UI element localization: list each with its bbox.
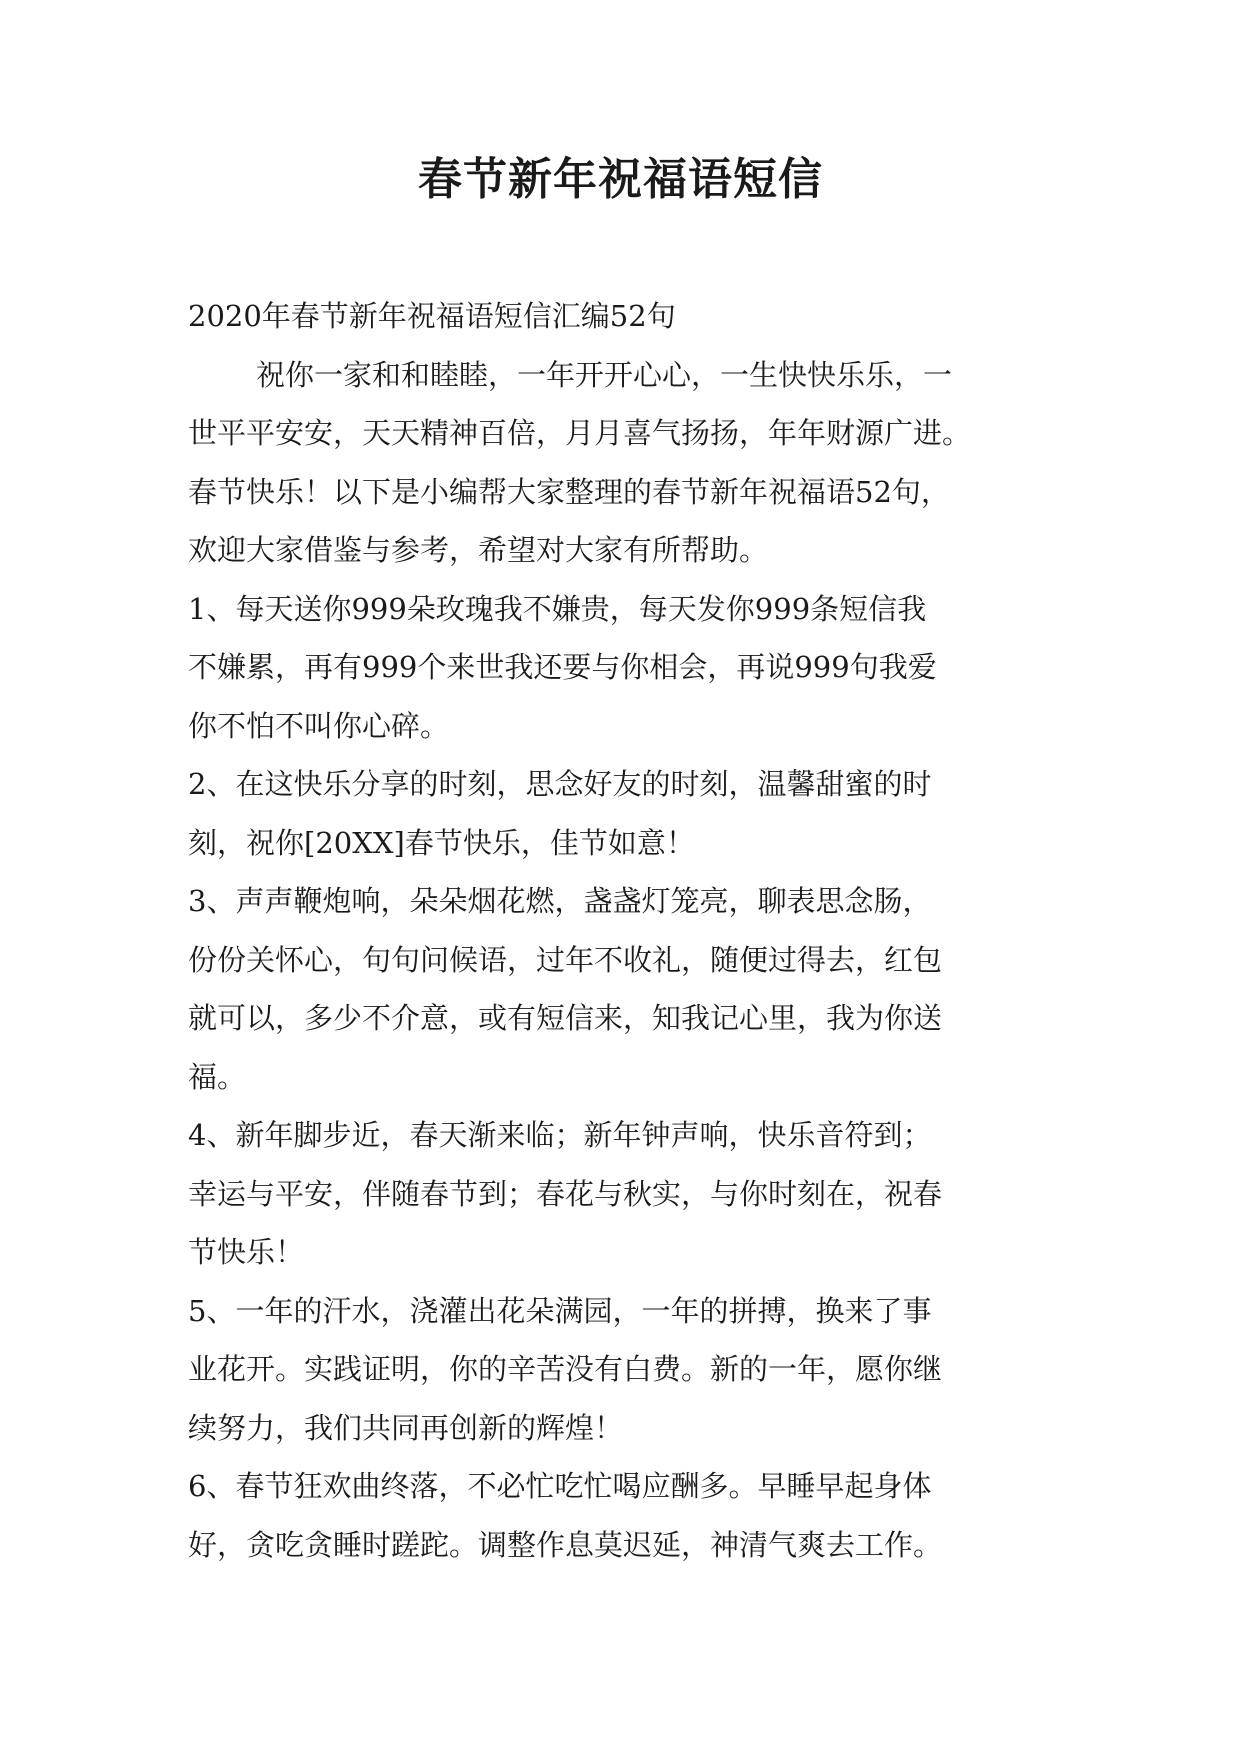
paragraph-line: 2、在这快乐分享的时刻，思念好友的时刻，温馨甜蜜的时 — [188, 767, 932, 801]
paragraph-line: 续努力，我们共同再创新的辉煌！ — [188, 1410, 624, 1445]
paragraph-line: 份份关怀心，句句问候语，过年不收礼，随便过得去，红包 — [188, 942, 943, 977]
paragraph-line: 祝你一家和和睦睦，一年开开心心，一生快快乐乐，一 — [256, 357, 953, 392]
paragraph-line: 节快乐！ — [188, 1235, 305, 1269]
subtitle-line: 2020年春节新年祝福语短信汇编52句 — [188, 299, 676, 333]
document-body — [188, 287, 1068, 1574]
paragraph-line: 就可以，多少不介意，或有短信来，知我记心里，我为你送 — [188, 1001, 943, 1035]
paragraph-line: 4、新年脚步近，春天渐来临；新年钟声响，快乐音符到； — [188, 1118, 932, 1152]
paragraph-line: 欢迎大家借鉴与参考，希望对大家有所帮助。 — [188, 533, 769, 567]
paragraph-line: 世平平安安，天天精神百倍，月月喜气扬扬，年年财源广进。 — [188, 416, 972, 450]
paragraph-line: 福。 — [188, 1059, 247, 1094]
paragraph-line: 业花开。实践证明，你的辛苦没有白费。新的一年，愿你继 — [188, 1352, 943, 1386]
paragraph-line: 1、每天送你999朵玫瑰我不嫌贵，每天发你999条短信我 — [188, 591, 927, 626]
paragraph-line: 好，贪吃贪睡时蹉跎。调整作息莫迟延，神清气爽去工作。 — [188, 1527, 943, 1562]
paragraph-line: 幸运与平安，伴随春节到；春花与秋实，与你时刻在，祝春 — [188, 1176, 943, 1211]
paragraph-line: 春节快乐！以下是小编帮大家整理的春节新年祝福语52句， — [188, 474, 950, 509]
page-title: 春节新年祝福语短信 — [418, 154, 823, 205]
paragraph-line: 刻，祝你[20XX]春节快乐，佳节如意！ — [188, 825, 695, 860]
paragraph-line: 3、声声鞭炮响，朵朵烟花燃，盏盏灯笼亮，聊表思念肠， — [188, 884, 932, 918]
paragraph-line: 6、春节狂欢曲终落，不必忙吃忙喝应酬多。早睡早起身体 — [188, 1469, 932, 1503]
paragraph-line: 5、一年的汗水，浇灌出花朵满园，一年的拼搏，换来了事 — [188, 1293, 932, 1328]
paragraph-line: 你不怕不叫你心碎。 — [188, 708, 450, 743]
paragraph-line: 不嫌累，再有999个来世我还要与你相会，再说999句我爱 — [188, 650, 937, 684]
